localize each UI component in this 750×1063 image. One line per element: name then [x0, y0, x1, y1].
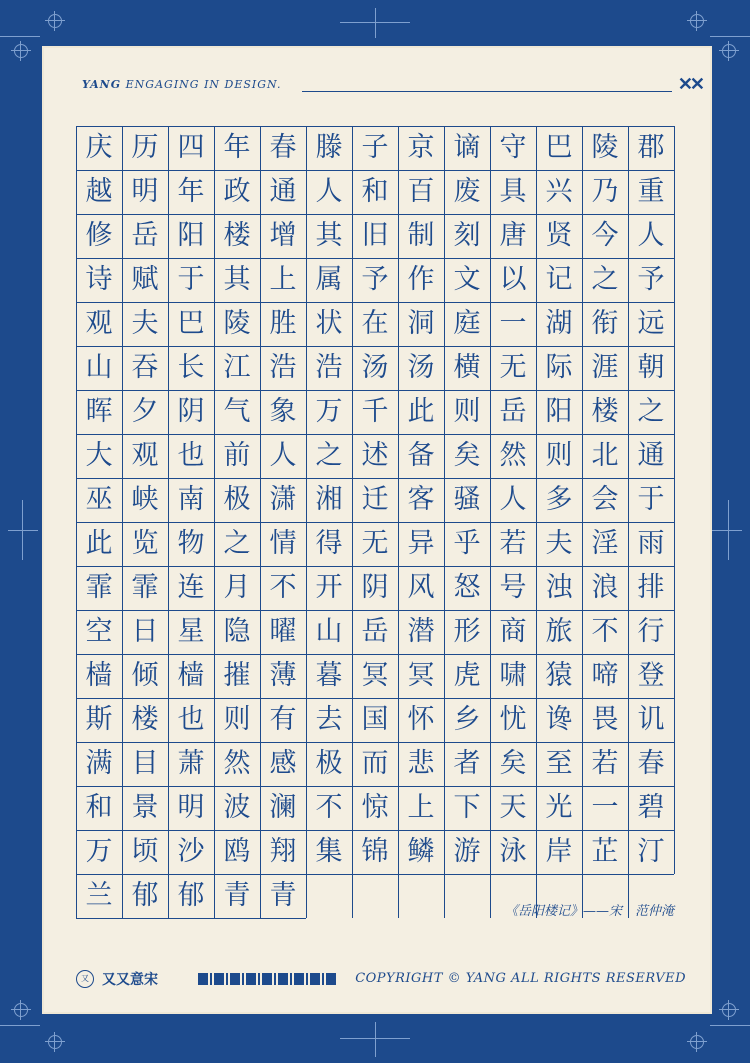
- poem-character: 京: [407, 132, 435, 163]
- poem-character: 守: [499, 132, 527, 163]
- poem-character: 旅: [545, 616, 573, 647]
- poem-character: 衔: [591, 308, 619, 339]
- poem-character: 行: [637, 616, 665, 647]
- poem-character: 赋: [131, 264, 159, 295]
- poem-character: 排: [637, 572, 665, 603]
- registration-mark-icon: [14, 44, 28, 58]
- poem-character: 气: [223, 396, 251, 427]
- poem-character: 胜: [269, 308, 297, 339]
- registration-mark-icon: [48, 14, 62, 28]
- poem-character: 年: [177, 176, 205, 207]
- poem-character: 有: [269, 704, 297, 735]
- poem-character: 则: [223, 704, 251, 735]
- registration-mark-icon: [48, 1035, 62, 1049]
- poem-character: 峡: [131, 484, 159, 515]
- poem-character: 暮: [315, 660, 343, 691]
- poem-character: 巴: [545, 132, 573, 163]
- poem-character: 此: [85, 528, 113, 559]
- poem-character: 锦: [361, 836, 389, 867]
- poem-character: 感: [269, 748, 297, 779]
- crop-line: [0, 36, 40, 37]
- poem-character: 极: [315, 748, 343, 779]
- poem-character: 碧: [637, 792, 665, 823]
- poem-character: 满: [85, 748, 113, 779]
- poem-character: 泳: [499, 836, 527, 867]
- poem-character: 春: [269, 132, 297, 163]
- poem-character: 以: [499, 264, 527, 295]
- poem-character: 情: [269, 528, 297, 559]
- poem-character: 前: [223, 440, 251, 471]
- crop-line: [375, 8, 376, 38]
- grid-line: [674, 126, 675, 874]
- poem-character: 千: [361, 396, 389, 427]
- poem-character: 晖: [85, 396, 113, 427]
- poem-character: 然: [499, 440, 527, 471]
- poem-character: 上: [269, 264, 297, 295]
- header-rule: [302, 91, 672, 92]
- poem-character: 阳: [545, 396, 573, 427]
- poem-character: 通: [269, 176, 297, 207]
- poem-character: 予: [637, 264, 665, 295]
- poem-character: 湖: [545, 308, 573, 339]
- poem-character: 陵: [223, 308, 251, 339]
- poem-character: 岳: [131, 220, 159, 251]
- poem-character: 岸: [545, 836, 573, 867]
- poem-character: 形: [453, 616, 481, 647]
- poem-character: 之: [315, 440, 343, 471]
- poem-character: 湘: [315, 484, 343, 515]
- poem-character: 下: [453, 792, 481, 823]
- poem-character: 畏: [591, 704, 619, 735]
- poem-character: 而: [361, 748, 389, 779]
- poem-character: 览: [131, 528, 159, 559]
- poem-character: 兴: [545, 176, 573, 207]
- poem-character: 陵: [591, 132, 619, 163]
- poem-character: 无: [361, 528, 389, 559]
- poem-character: 冥: [407, 660, 435, 691]
- poem-character: 不: [315, 792, 343, 823]
- logo-icon: 又: [76, 970, 94, 988]
- poem-character: 今: [591, 220, 619, 251]
- poem-character: 诗: [85, 264, 113, 295]
- poem-character: 骚: [453, 484, 481, 515]
- poem-character: 万: [315, 396, 343, 427]
- poem-character: 增: [269, 220, 297, 251]
- poem-character: 具: [499, 176, 527, 207]
- poem-character: 倾: [131, 660, 159, 691]
- poem-character: 南: [177, 484, 205, 515]
- poem-character: 樯: [177, 660, 205, 691]
- poem-character: 樯: [85, 660, 113, 691]
- poem-character: 连: [177, 572, 205, 603]
- poem-character: 唐: [499, 220, 527, 251]
- poem-character: 贤: [545, 220, 573, 251]
- poem-character: 冥: [361, 660, 389, 691]
- poem-character: 巫: [85, 484, 113, 515]
- poem-character: 此: [407, 396, 435, 427]
- poem-character: 摧: [223, 660, 251, 691]
- poem-character: 青: [269, 880, 297, 911]
- poem-character: 郁: [177, 880, 205, 911]
- poem-character: 楼: [223, 220, 251, 251]
- registration-mark-icon: [722, 44, 736, 58]
- poem-character: 述: [361, 440, 389, 471]
- poem-character: 登: [637, 660, 665, 691]
- poem-character: 萧: [177, 748, 205, 779]
- poem-character: 浩: [315, 352, 343, 383]
- poem-character: 淫: [591, 528, 619, 559]
- poem-character: 迁: [361, 484, 389, 515]
- poem-character: 春: [637, 748, 665, 779]
- poem-character: 惊: [361, 792, 389, 823]
- poem-character: 空: [85, 616, 113, 647]
- poem-character: 刻: [453, 220, 481, 251]
- poem-character: 作: [407, 264, 435, 295]
- poem-character: 予: [361, 264, 389, 295]
- poem-character: 其: [315, 220, 343, 251]
- poem-character: 集: [315, 836, 343, 867]
- poem-character: 远: [637, 308, 665, 339]
- poem-character: 客: [407, 484, 435, 515]
- poem-character: 政: [223, 176, 251, 207]
- poem-character: 旧: [361, 220, 389, 251]
- registration-mark-icon: [722, 1003, 736, 1017]
- poem-character: 啸: [499, 660, 527, 691]
- crop-line: [712, 530, 742, 531]
- font-name: 又又意宋: [102, 972, 158, 988]
- poem-character: 山: [315, 616, 343, 647]
- poem-character: 则: [453, 396, 481, 427]
- poem-character: 商: [499, 616, 527, 647]
- poem-character: 去: [315, 704, 343, 735]
- poem-character: 山: [85, 352, 113, 383]
- poem-character: 游: [453, 836, 481, 867]
- poem-character: 青: [223, 880, 251, 911]
- grid-line: [76, 918, 306, 919]
- crop-line: [375, 1022, 376, 1057]
- cross-mark-icon: ✕✕: [677, 74, 702, 95]
- poem-character: 汀: [637, 836, 665, 867]
- poem-character: 目: [131, 748, 159, 779]
- poem-character: 越: [85, 176, 113, 207]
- registration-mark-icon: [14, 1003, 28, 1017]
- poem-character: 状: [315, 308, 343, 339]
- poem-character: 一: [499, 308, 527, 339]
- poem-character: 明: [177, 792, 205, 823]
- poem-character: 开: [315, 572, 343, 603]
- poem-character: 多: [545, 484, 573, 515]
- poem-credit: 《岳阳楼记》——宋 范仲淹: [504, 904, 674, 919]
- poem-character: 异: [407, 528, 435, 559]
- poem-character: 则: [545, 440, 573, 471]
- poem-character: 鸥: [223, 836, 251, 867]
- tagline: ENGAGING IN DESIGN.: [125, 78, 282, 91]
- poem-character: 怀: [407, 704, 435, 735]
- poem-character: 隐: [223, 616, 251, 647]
- poem-character: 人: [499, 484, 527, 515]
- poem-character: 朝: [637, 352, 665, 383]
- poem-character: 明: [131, 176, 159, 207]
- poem-character: 夫: [131, 308, 159, 339]
- poem-character: 若: [591, 748, 619, 779]
- poem-character: 巴: [177, 308, 205, 339]
- poem-character: 人: [315, 176, 343, 207]
- poem-character: 芷: [591, 836, 619, 867]
- poem-character: 会: [591, 484, 619, 515]
- poem-character: 北: [591, 440, 619, 471]
- poem-character: 至: [545, 748, 573, 779]
- poem-character: 岳: [499, 396, 527, 427]
- poem-character: 悲: [407, 748, 435, 779]
- poem-character: 斯: [85, 704, 113, 735]
- poem-character: 也: [177, 440, 205, 471]
- poem-character: 观: [131, 440, 159, 471]
- poem-character: 废: [453, 176, 481, 207]
- poem-character: 通: [637, 440, 665, 471]
- copyright-text: COPYRIGHT © YANG ALL RIGHTS RESERVED: [355, 971, 686, 986]
- crop-line: [8, 530, 38, 531]
- poem-character: 在: [361, 308, 389, 339]
- poem-character: 楼: [131, 704, 159, 735]
- poem-character: 横: [453, 352, 481, 383]
- poem-character: 浊: [545, 572, 573, 603]
- poem-character: 怒: [453, 572, 481, 603]
- poem-character: 重: [637, 176, 665, 207]
- poem-character: 滕: [315, 132, 343, 163]
- poem-character: 日: [131, 616, 159, 647]
- poem-character: 猿: [545, 660, 573, 691]
- poem-character: 和: [361, 176, 389, 207]
- poem-character: 属: [315, 264, 343, 295]
- poem-character: 霏: [131, 572, 159, 603]
- poem-character: 上: [407, 792, 435, 823]
- poem-character: 吞: [131, 352, 159, 383]
- poem-character: 矣: [499, 748, 527, 779]
- poem-character: 之: [637, 396, 665, 427]
- poem-character: 汤: [361, 352, 389, 383]
- poem-character: 浪: [591, 572, 619, 603]
- poem-character: 讥: [637, 704, 665, 735]
- poem-character: 潜: [407, 616, 435, 647]
- poem-character: 澜: [269, 792, 297, 823]
- poem-character: 月: [223, 572, 251, 603]
- poem-character: 夫: [545, 528, 573, 559]
- poem-character: 百: [407, 176, 435, 207]
- poem-character: 涯: [591, 352, 619, 383]
- poem-character: 光: [545, 792, 573, 823]
- barcode-decoration: [198, 973, 338, 985]
- poem-character: 之: [223, 528, 251, 559]
- registration-mark-icon: [690, 1035, 704, 1049]
- poem-character: 夕: [131, 396, 159, 427]
- poem-character: 长: [177, 352, 205, 383]
- poem-character: 乃: [591, 176, 619, 207]
- footer: [76, 968, 686, 992]
- poem-character: 人: [269, 440, 297, 471]
- poem-character: 雨: [637, 528, 665, 559]
- crop-line: [710, 1025, 750, 1026]
- poem-character: 阴: [361, 572, 389, 603]
- crop-line: [710, 36, 750, 37]
- brand-name: YANG: [82, 78, 122, 91]
- poem-character: 顷: [131, 836, 159, 867]
- poem-character: 景: [131, 792, 159, 823]
- poem-character: 天: [499, 792, 527, 823]
- poem-character: 不: [269, 572, 297, 603]
- poem-character: 国: [361, 704, 389, 735]
- registration-mark-icon: [690, 14, 704, 28]
- poem-character: 象: [269, 396, 297, 427]
- poem-character: 霏: [85, 572, 113, 603]
- poem-character: 虎: [453, 660, 481, 691]
- poem-character: 谗: [545, 704, 573, 735]
- poem-character: 鳞: [407, 836, 435, 867]
- poem-character: 备: [407, 440, 435, 471]
- poem-character: 也: [177, 704, 205, 735]
- poem-character: 庭: [453, 308, 481, 339]
- poem-character: 万: [85, 836, 113, 867]
- poem-character: 记: [545, 264, 573, 295]
- poem-character: 年: [223, 132, 251, 163]
- paper-sheet: [44, 48, 710, 1012]
- poem-character: 矣: [453, 440, 481, 471]
- poem-character: 四: [177, 132, 205, 163]
- poem-character: 阴: [177, 396, 205, 427]
- poem-character: 郡: [637, 132, 665, 163]
- poem-character: 谪: [453, 132, 481, 163]
- poem-character: 翔: [269, 836, 297, 867]
- poem-character: 沙: [177, 836, 205, 867]
- poem-character: 号: [499, 572, 527, 603]
- poem-character: 薄: [269, 660, 297, 691]
- poem-character: 乎: [453, 528, 481, 559]
- poem-character: 制: [407, 220, 435, 251]
- poem-character: 修: [85, 220, 113, 251]
- poem-character: 子: [361, 132, 389, 163]
- poem-character: 风: [407, 572, 435, 603]
- poem-character: 曜: [269, 616, 297, 647]
- crop-line: [0, 1025, 40, 1026]
- poem-character: 星: [177, 616, 205, 647]
- poem-character: 物: [177, 528, 205, 559]
- poem-character: 庆: [85, 132, 113, 163]
- poem-character: 一: [591, 792, 619, 823]
- poem-character: 忧: [499, 704, 527, 735]
- poem-character: 汤: [407, 352, 435, 383]
- header: [82, 74, 702, 96]
- poem-character: 和: [85, 792, 113, 823]
- poem-character: 浩: [269, 352, 297, 383]
- poem-character: 历: [131, 132, 159, 163]
- poem-character: 人: [637, 220, 665, 251]
- poem-character: 江: [223, 352, 251, 383]
- poem-character: 洞: [407, 308, 435, 339]
- poem-character: 不: [591, 616, 619, 647]
- poem-character: 若: [499, 528, 527, 559]
- poem-character: 得: [315, 528, 343, 559]
- poem-character: 之: [591, 264, 619, 295]
- poem-character: 大: [85, 440, 113, 471]
- poem-character: 岳: [361, 616, 389, 647]
- poem-character: 乡: [453, 704, 481, 735]
- poem-character: 者: [453, 748, 481, 779]
- poem-character: 然: [223, 748, 251, 779]
- poem-character: 其: [223, 264, 251, 295]
- poem-character: 文: [453, 264, 481, 295]
- poem-character: 无: [499, 352, 527, 383]
- poem-character: 阳: [177, 220, 205, 251]
- poem-character: 潇: [269, 484, 297, 515]
- poem-character: 波: [223, 792, 251, 823]
- poem-character: 啼: [591, 660, 619, 691]
- poem-character: 于: [637, 484, 665, 515]
- poem-character: 楼: [591, 396, 619, 427]
- poem-character: 际: [545, 352, 573, 383]
- poem-character: 观: [85, 308, 113, 339]
- poem-character: 于: [177, 264, 205, 295]
- poem-character: 极: [223, 484, 251, 515]
- poem-character: 郁: [131, 880, 159, 911]
- poem-character: 兰: [85, 880, 113, 911]
